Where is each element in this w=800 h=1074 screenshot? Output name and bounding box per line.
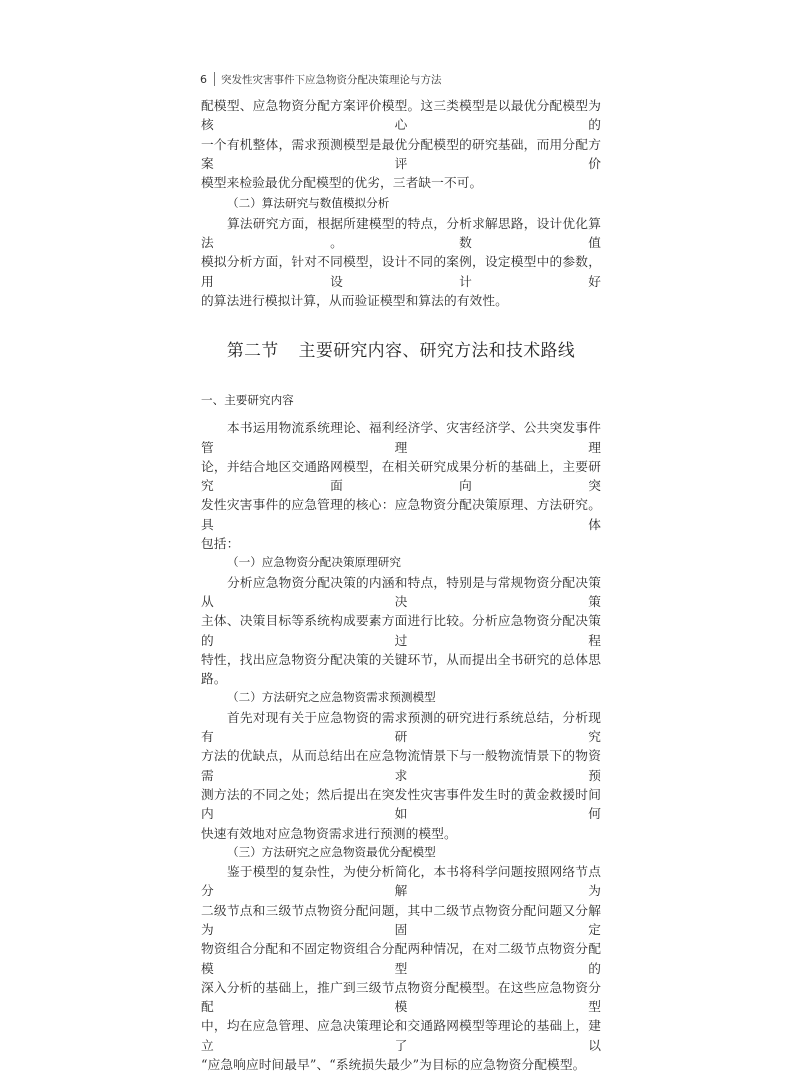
paragraph-line: 方法的优缺点，从而总结出在应急物流情景下与一般物流情景下的物资需求预 — [201, 748, 601, 783]
paragraph-line: 鉴于模型的复杂性，为使分析简化，本书将科学问题按照网络节点分解为 — [201, 864, 601, 899]
paragraph-line: 包括： — [201, 536, 240, 552]
intro-line: 一个有机整体，需求预测模型是最优分配模型的研究基础，而用分配方案评价 — [201, 136, 601, 171]
subheading-algorithm: （二）算法研究与数值模拟分析 — [227, 196, 390, 211]
paragraph-line: 首先对现有关于应急物资的需求预测的研究进行系统总结，分析现有研究 — [201, 709, 601, 745]
running-header — [200, 70, 442, 88]
paragraph-line: 深入分析的基础上，推广到三级节点物资分配模型。在这些应急物资分配模型 — [201, 979, 601, 1015]
page-number: 6 — [200, 72, 207, 86]
paragraph-line: 算法研究方面，根据所建模型的特点，分析求解思路，设计优化算法。数值 — [201, 215, 601, 251]
paragraph-line: 中，均在应急管理、应急决策理论和交通路网模型等理论的基础上，建立了以 — [201, 1018, 601, 1053]
subheading-optimal-allocation: （三）方法研究之应急物资最优分配模型 — [227, 844, 436, 859]
paragraph-line: 快速有效地对应急物资需求进行预测的模型。 — [201, 825, 457, 841]
section-number: 第二节 — [226, 340, 279, 361]
section-heading — [201, 339, 601, 361]
subheading-demand-forecast: （二）方法研究之应急物资需求预测模型 — [227, 690, 436, 705]
header-divider — [214, 72, 215, 86]
page-body — [201, 96, 601, 1074]
part-heading: 一、主要研究内容 — [201, 393, 294, 408]
paragraph-line: 分析应急物资分配决策的内涵和特点，特别是与常规物资分配决策从决策 — [201, 574, 601, 609]
paragraph-line: 发性灾害事件的应急管理的核心：应急物资分配决策原理、方法研究。具体 — [201, 497, 601, 532]
intro-line: 模型来检验最优分配模型的优劣，三者缺一不可。 — [201, 175, 483, 191]
paragraph-line: 特性，找出应急物资分配决策的关键环节，从而提出全书研究的总体思路。 — [201, 651, 601, 687]
paragraph-line: 主体、决策目标等系统构成要素方面进行比较。分析应急物资分配决策的过程 — [201, 613, 601, 648]
paragraph-line: 二级节点和三级节点物资分配问题，其中二级节点物资分配问题又分解为固定 — [201, 902, 601, 937]
paragraph-line: 本书运用物流系统理论、福利经济学、灾害经济学、公共突发事件管理理 — [201, 420, 601, 455]
paragraph-line: 模拟分析方面，针对不同模型，设计不同的案例，设定模型中的参数，用设计好 — [201, 254, 601, 289]
paragraph-line: 测方法的不同之处；然后提出在突发性灾害事件发生时的黄金救援时间内如何 — [201, 786, 601, 822]
paragraph-line: “应急响应时间最早”、“系统损失最少”为目标的应急物资分配模型。 — [201, 1057, 586, 1073]
intro-line: 配模型、应急物资分配方案评价模型。这三类模型是以最优分配模型为核心的 — [201, 98, 601, 133]
section-title: 主要研究内容、研究方法和技术路线 — [298, 340, 576, 361]
book-title: 突发性灾害事件下应急物资分配决策理论与方法 — [221, 73, 442, 86]
paragraph-line: 物资组合分配和不固定物资组合分配两种情况，在对二级节点物资分配模型的 — [201, 941, 601, 976]
paragraph-line: 的算法进行模拟计算，从而验证模型和算法的有效性。 — [201, 292, 508, 308]
subheading-principle: （一）应急物资分配决策原理研究 — [227, 555, 401, 570]
paragraph-line: 论，并结合地区交通路网模型，在相关研究成果分析的基础上，主要研究面向突 — [201, 458, 601, 494]
